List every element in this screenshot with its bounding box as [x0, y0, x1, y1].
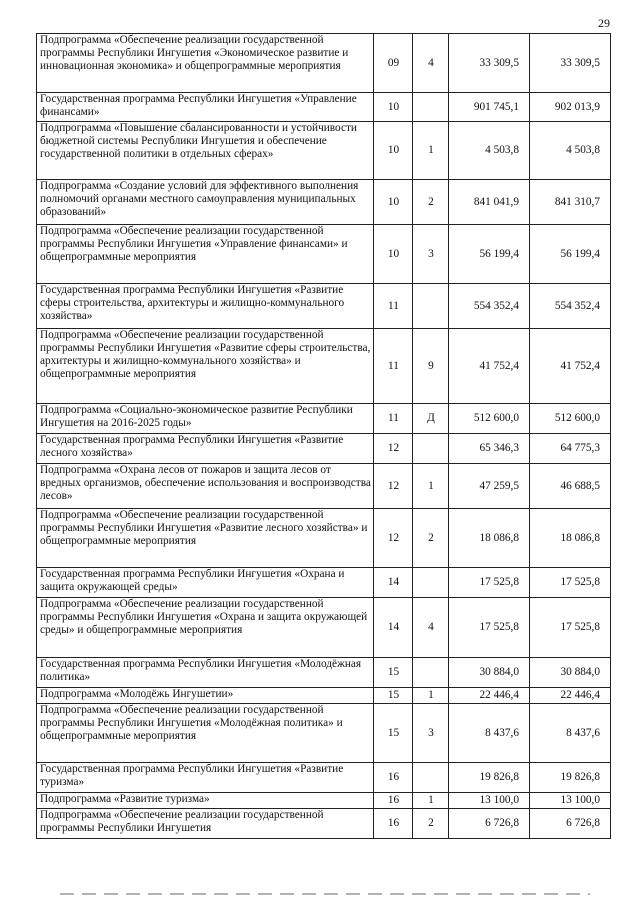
amount-first: 19 826,8: [449, 763, 530, 793]
budget-table-body: [37, 34, 611, 839]
amount-first: 901 745,1: [449, 93, 530, 122]
amount-second: 17 525,8: [530, 598, 611, 658]
subprogram-code: 2: [413, 509, 449, 568]
amount-second: 17 525,8: [530, 568, 611, 598]
amount-second: 512 600,0: [530, 404, 611, 434]
table-row: [37, 688, 611, 704]
program-name: Подпрограмма «Обеспечение реализации государственной программы Республики Ингушетия «Развитие сферы строительства, архитектуры и жилищно-коммунального хозяйства» и общепрограммные мероприятия: [37, 329, 374, 404]
program-code: 16: [374, 763, 413, 793]
subprogram-code: [413, 93, 449, 122]
amount-first: 33 309,5: [449, 34, 530, 93]
program-name: Государственная программа Республики Ингушетия «Развитие лесного хозяйства»: [37, 434, 374, 464]
amount-second: 30 884,0: [530, 658, 611, 688]
amount-second: 902 013,9: [530, 93, 611, 122]
amount-first: 8 437,6: [449, 704, 530, 763]
amount-first: 17 525,8: [449, 568, 530, 598]
program-name: Подпрограмма «Охрана лесов от пожаров и защита лесов от вредных организмов, обеспечение использования и воспроизводства лесов»: [37, 464, 374, 509]
program-code: 12: [374, 464, 413, 509]
subprogram-code: 9: [413, 329, 449, 404]
table-row: [37, 509, 611, 568]
program-code: 11: [374, 329, 413, 404]
table-row: [37, 122, 611, 180]
amount-first: 22 446,4: [449, 688, 530, 704]
amount-second: 41 752,4: [530, 329, 611, 404]
program-name: Подпрограмма «Обеспечение реализации государственной программы Республики Ингушетия «Экономическое развитие и инновационная экономика» и общепрограммные мероприятия: [37, 34, 374, 93]
table-row: [37, 404, 611, 434]
amount-first: 4 503,8: [449, 122, 530, 180]
table-row: [37, 180, 611, 225]
amount-second: 8 437,6: [530, 704, 611, 763]
subprogram-code: [413, 434, 449, 464]
subprogram-code: [413, 763, 449, 793]
program-name: Подпрограмма «Обеспечение реализации государственной программы Республики Ингушетия «Молодёжная политика» и общепрограммные мероприятия: [37, 704, 374, 763]
subprogram-code: 4: [413, 598, 449, 658]
subprogram-code: [413, 284, 449, 329]
table-row: [37, 793, 611, 809]
program-name: Государственная программа Республики Ингушетия «Развитие туризма»: [37, 763, 374, 793]
program-code: 14: [374, 568, 413, 598]
subprogram-code: 3: [413, 225, 449, 284]
subprogram-code: [413, 658, 449, 688]
table-row: [37, 704, 611, 763]
amount-first: 841 041,9: [449, 180, 530, 225]
amount-first: 56 199,4: [449, 225, 530, 284]
program-name: Подпрограмма «Обеспечение реализации государственной программы Республики Ингушетия «Управление финансами» и общепрограммные мероприятия: [37, 225, 374, 284]
amount-second: 56 199,4: [530, 225, 611, 284]
table-row: [37, 225, 611, 284]
program-code: 11: [374, 284, 413, 329]
subprogram-code: 2: [413, 809, 449, 839]
program-code: 15: [374, 658, 413, 688]
amount-first: 65 346,3: [449, 434, 530, 464]
amount-second: 4 503,8: [530, 122, 611, 180]
subprogram-code: 1: [413, 122, 449, 180]
amount-second: 13 100,0: [530, 793, 611, 809]
program-name: Государственная программа Республики Ингушетия «Управление финансами»: [37, 93, 374, 122]
amount-second: 841 310,7: [530, 180, 611, 225]
program-code: 10: [374, 180, 413, 225]
program-code: 11: [374, 404, 413, 434]
table-row: [37, 434, 611, 464]
table-row: [37, 34, 611, 93]
amount-second: 19 826,8: [530, 763, 611, 793]
program-code: 10: [374, 122, 413, 180]
table-row: [37, 329, 611, 404]
amount-first: 512 600,0: [449, 404, 530, 434]
program-code: 14: [374, 598, 413, 658]
subprogram-code: 2: [413, 180, 449, 225]
program-name: Государственная программа Республики Ингушетия «Молодёжная политика»: [37, 658, 374, 688]
table-row: [37, 568, 611, 598]
amount-second: 64 775,3: [530, 434, 611, 464]
amount-first: 47 259,5: [449, 464, 530, 509]
amount-first: 41 752,4: [449, 329, 530, 404]
amount-second: 18 086,8: [530, 509, 611, 568]
program-code: 16: [374, 809, 413, 839]
program-name: Подпрограмма «Развитие туризма»: [37, 793, 374, 809]
program-name: Подпрограмма «Социально-экономическое развитие Республики Ингушетия на 2016-2025 годы»: [37, 404, 374, 434]
program-name: Государственная программа Республики Ингушетия «Охрана и защита окружающей среды»: [37, 568, 374, 598]
amount-first: 30 884,0: [449, 658, 530, 688]
program-name: Подпрограмма «Создание условий для эффективного выполнения полномочий органами местного самоуправления муниципальных образований»: [37, 180, 374, 225]
table-row: [37, 284, 611, 329]
program-code: 12: [374, 434, 413, 464]
program-name: Подпрограмма «Молодёжь Ингушетии»: [37, 688, 374, 704]
amount-first: 17 525,8: [449, 598, 530, 658]
subprogram-code: 4: [413, 34, 449, 93]
program-code: 10: [374, 225, 413, 284]
program-code: 15: [374, 688, 413, 704]
table-row: [37, 763, 611, 793]
table-row: [37, 658, 611, 688]
program-code: 16: [374, 793, 413, 809]
program-code: 15: [374, 704, 413, 763]
amount-first: 18 086,8: [449, 509, 530, 568]
subprogram-code: 1: [413, 464, 449, 509]
program-name: Подпрограмма «Обеспечение реализации государственной программы Республики Ингушетия «Охрана и защита окружающей среды» и общепрограммные мероприятия: [37, 598, 374, 658]
table-row: [37, 93, 611, 122]
amount-first: 6 726,8: [449, 809, 530, 839]
amount-second: 33 309,5: [530, 34, 611, 93]
subprogram-code: 1: [413, 688, 449, 704]
amount-first: 13 100,0: [449, 793, 530, 809]
program-code: 10: [374, 93, 413, 122]
subprogram-code: Д: [413, 404, 449, 434]
program-name: Подпрограмма «Повышение сбалансированности и устойчивости бюджетной системы Республики Ингушетия и обеспечение государственной политики в отдельных сферах»: [37, 122, 374, 180]
amount-second: 6 726,8: [530, 809, 611, 839]
amount-second: 22 446,4: [530, 688, 611, 704]
budget-table: [36, 33, 611, 839]
subprogram-code: [413, 568, 449, 598]
program-code: 12: [374, 509, 413, 568]
program-code: 09: [374, 34, 413, 93]
amount-first: 554 352,4: [449, 284, 530, 329]
table-row: [37, 464, 611, 509]
page-number: 29: [598, 16, 610, 30]
amount-second: 554 352,4: [530, 284, 611, 329]
amount-second: 46 688,5: [530, 464, 611, 509]
program-name: Подпрограмма «Обеспечение реализации государственной программы Республики Ингушетия «Развитие лесного хозяйства» и общепрограммные мероприятия: [37, 509, 374, 568]
subprogram-code: 1: [413, 793, 449, 809]
program-name: Государственная программа Республики Ингушетия «Развитие сферы строительства, архитектуры и жилищно-коммунального хозяйства»: [37, 284, 374, 329]
table-row: [37, 809, 611, 839]
program-name: Подпрограмма «Обеспечение реализации государственной программы Республики Ингушетия: [37, 809, 374, 839]
table-row: [37, 598, 611, 658]
scan-bottom-edge: [60, 893, 590, 895]
subprogram-code: 3: [413, 704, 449, 763]
